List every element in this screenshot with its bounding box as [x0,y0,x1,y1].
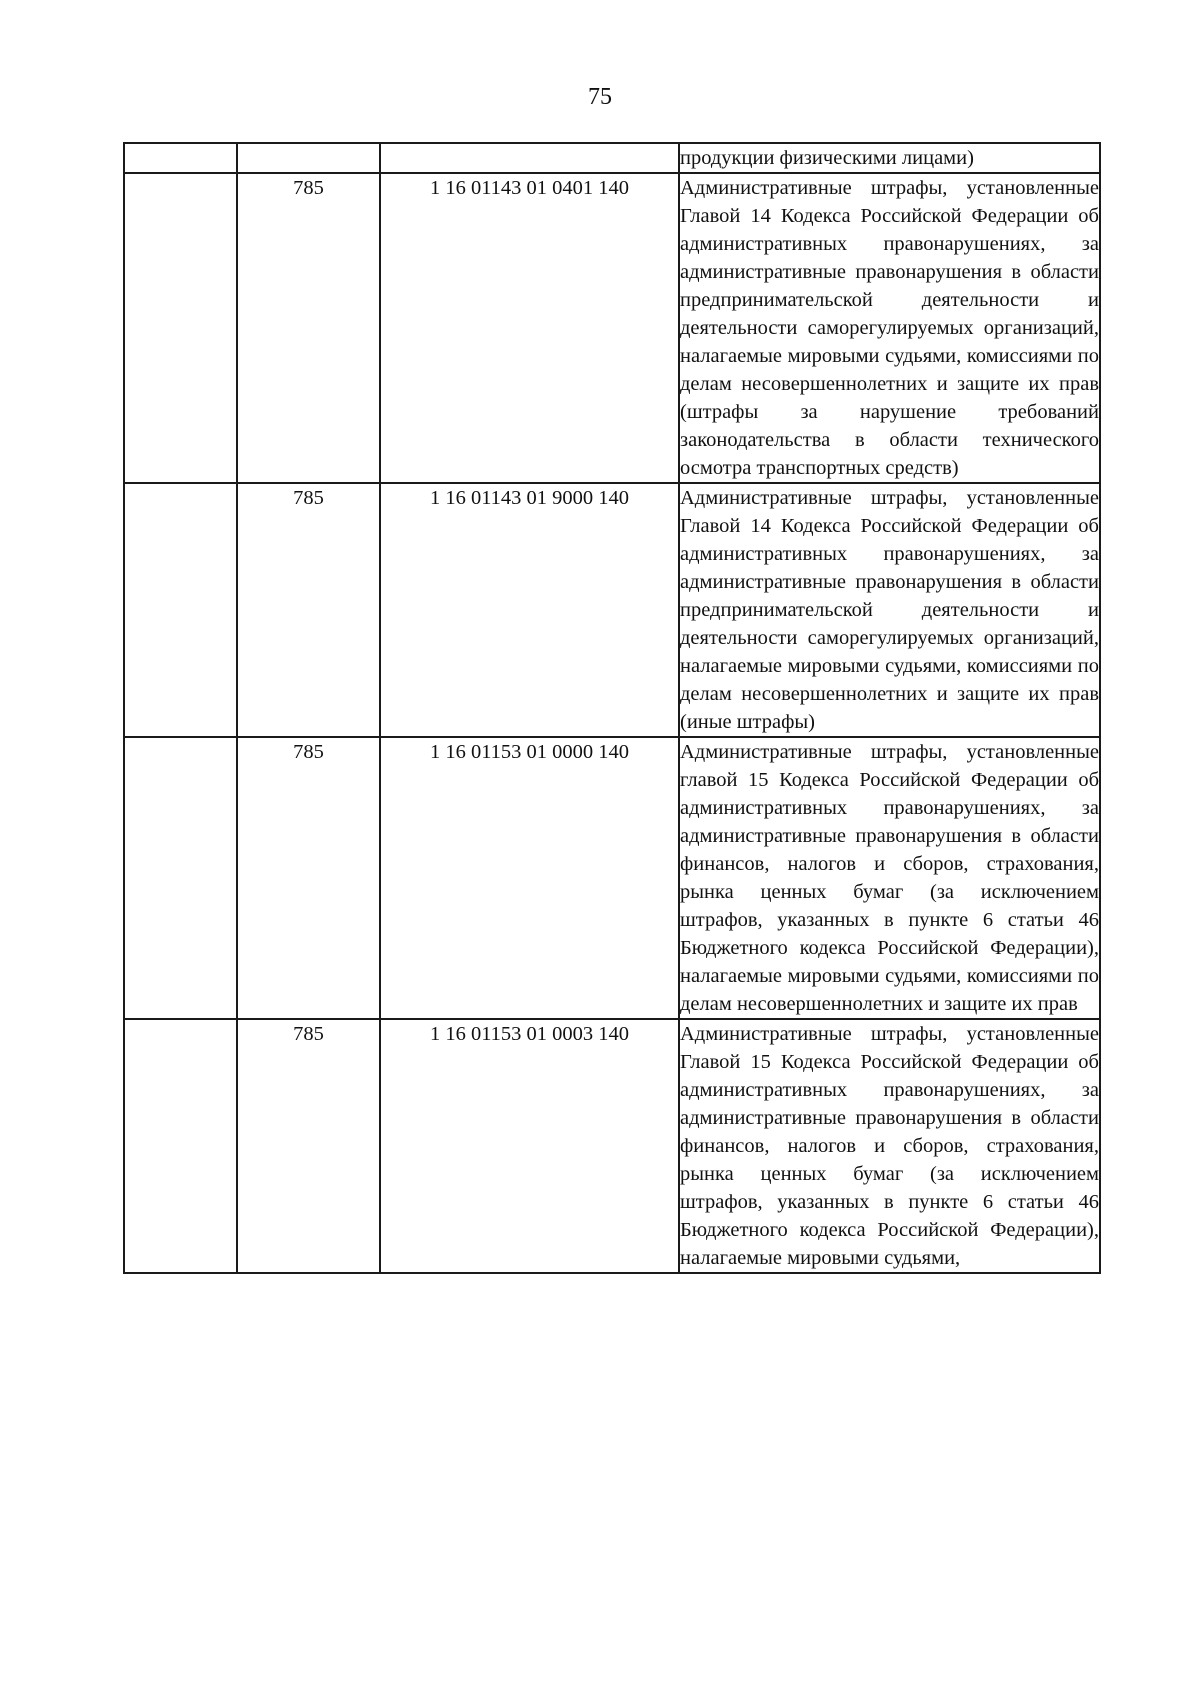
table-row [124,143,1100,173]
name-cell [679,173,1100,483]
budget-code-cell: 1 16 01153 01 0003 140 [380,1019,679,1273]
name-cell [679,737,1100,1019]
name-cell [679,1019,1100,1273]
name-cell [679,483,1100,737]
budget-code-cell: 1 16 01143 01 0401 140 [380,173,679,483]
name-text: Административные штрафы, установленные главой 15 Кодекса Российской Федерации об административных правонарушениях, за административные правонарушения в области финансов, налогов и сборов, страхования, рынка ценных бумаг (за исключением штрафов, указанных в пункте 6 статьи 46 Бюджетного кодекса Российской Федерации), налагаемые мировыми судьями, комиссиями по делам несовершеннолетних и защите их прав [680,741,1099,1015]
admin-code-cell: 785 [237,173,380,483]
empty-cell [124,483,237,737]
table-row [124,173,1100,483]
budget-code-cell: 1 16 01153 01 0000 140 [380,737,679,1019]
admin-code-cell: 785 [237,1019,380,1273]
name-text: продукции физическими лицами) [680,147,974,169]
admin-code-cell [237,143,380,173]
name-text: Административные штрафы, установленные Главой 14 Кодекса Российской Федерации об административных правонарушениях, за административные правонарушения в области предпринимательской деятельности и деятельности саморегулируемых организаций, налагаемые мировыми судьями, комиссиями по делам несовершеннолетних и защите их прав (штрафы за нарушение требований законодательства в области технического осмотра транспортных средств) [680,177,1099,479]
table-row [124,483,1100,737]
name-cell [679,143,1100,173]
table-row [124,1019,1100,1273]
admin-code-cell: 785 [237,737,380,1019]
empty-cell [124,173,237,483]
empty-cell [124,143,237,173]
name-text: Административные штрафы, установленные Главой 15 Кодекса Российской Федерации об административных правонарушениях, за административные правонарушения в области финансов, налогов и сборов, страхования, рынка ценных бумаг (за исключением штрафов, указанных в пункте 6 статьи 46 Бюджетного кодекса Российской Федерации), налагаемые мировыми судьями, [680,1023,1099,1269]
admin-code-cell: 785 [237,483,380,737]
name-text: Административные штрафы, установленные Главой 14 Кодекса Российской Федерации об административных правонарушениях, за административные правонарушения в области предпринимательской деятельности и деятельности саморегулируемых организаций, налагаемые мировыми судьями, комиссиями по делам несовершеннолетних и защите их прав (иные штрафы) [680,487,1099,733]
empty-cell [124,737,237,1019]
empty-cell [124,1019,237,1273]
budget-code-cell [380,143,679,173]
table-row [124,737,1100,1019]
budget-classification-table [123,142,1101,1274]
page-number: 75 [588,84,612,110]
budget-code-cell: 1 16 01143 01 9000 140 [380,483,679,737]
